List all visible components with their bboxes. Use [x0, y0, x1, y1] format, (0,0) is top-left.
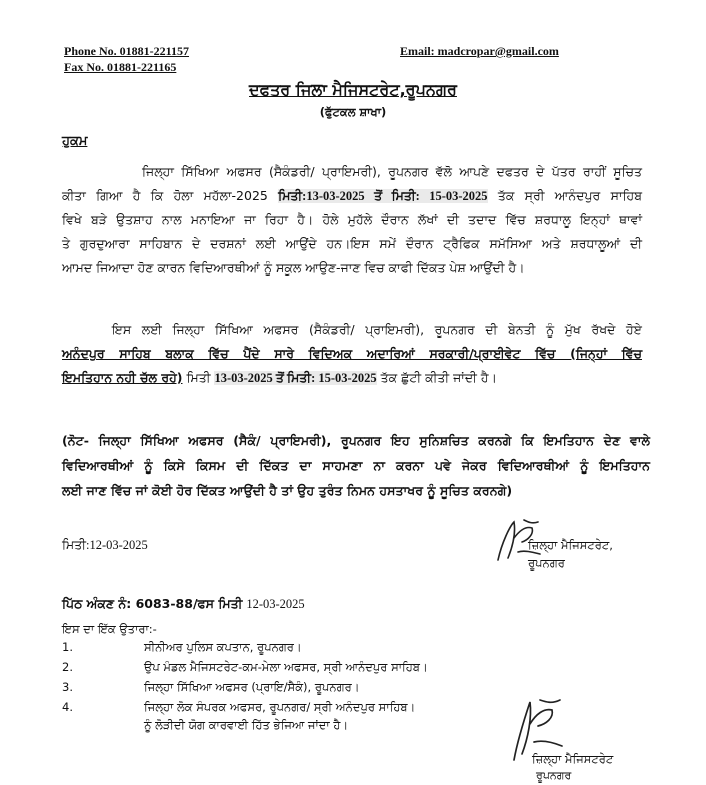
para1-line-3: ਵਿਖੇ ਬੜੇ ਉਤਸ਼ਾਹ ਨਾਲ ਮਨਾਇਆ ਜਾ ਰਿਹਾ ਹੈ। ਹੋਲੇ ਮੁਹੱਲੇ ਦੌਰਾਨ ਲੱਖਾਂ ਦੀ ਤਦਾਦ ਵਿੱਚ ਸ਼ਰਧਾਲੂ ਇਨ੍ਹਾਂ ਥਾਵਾਂ [62, 212, 642, 227]
para2-line-1: ਇਸ ਲਈ ਜਿਲ੍ਹਾ ਸਿੱਖਿਆ ਅਫਸਰ (ਸੈਕੰਡਰੀ/ ਪ੍ਰਾਇਮਰੀ), ਰੂਪਨਗਰ ਦੀ ਬੇਨਤੀ ਨੂੰ ਮੁੱਖ ਰੱਖਦੇ ਹੋਏ [112, 322, 642, 337]
para2-line-2: ਅਨੰਦਪੁਰ ਸਾਹਿਬ ਬਲਾਕ ਵਿੱਚ ਪੈਂਦੇ ਸਾਰੇ ਵਿਦਿਅਕ ਅਦਾਰਿਆਂ ਸਰਕਾਰੀ/ਪ੍ਰਾਈਵੇਟ ਵਿੱਚ (ਜਿਨ੍ਹਾਂ ਵਿੱਚ [62, 346, 642, 361]
signature-2-title: ਜ਼ਿਲ੍ਹਾ ਮੈਜਿਸਟਰੇਟ [532, 752, 614, 766]
note-line-1: (ਨੋਟ- ਜਿਲ੍ਹਾ ਸਿੱਖਿਆ ਅਫਸਰ (ਸੈਕੰ/ ਪ੍ਰਾਇਮਰੀ), ਰੂਪਨਗਰ ਇਹ ਸੁਨਿਸ਼ਚਿਤ ਕਰਨਗੇ ਕਿ ਇਮਤਿਹਾਨ ਦੇਣ ਵਾਲੇ [62, 433, 650, 448]
signature-1-title: ਜ਼ਿਲ੍ਹਾ ਮੈਜਿਸਟਰੇਟ, [528, 538, 613, 552]
endorsement-date: 12-03-2025 [246, 597, 305, 611]
note-paragraph [62, 428, 650, 503]
order-heading: ਹੁਕਮ [62, 134, 88, 149]
copy-item-1: 1. ਸੀਨੀਅਰ ਪੁਲਿਸ ਕਪਤਾਨ, ਰੂਪਨਗਰ। [62, 640, 302, 654]
paragraph-2 [62, 318, 642, 390]
para1-line-4: ਤੇ ਗੁਰਦੁਆਰਾ ਸਾਹਿਬਾਨ ਦੇ ਦਰਸ਼ਨਾਂ ਲਈ ਆਉਂਦੇ ਹਨ।ਇਸ ਸਮੇਂ ਦੌਰਾਨ ਟ੍ਰੈਫਿਕ ਸਮੱਸਿਆ ਅਤੇ ਸ਼ਰਧਾਲੂਆਂ ਦੀ [62, 236, 642, 251]
paragraph-1 [62, 160, 642, 280]
copy-closing: ਨੂੰ ਲੋੜੀਦੀ ਯੋਗ ਕਾਰਵਾਈ ਹਿੱਤ ਭੇਜਿਆ ਜਾਂਦਾ ਹੈ। [144, 718, 349, 732]
endorsement-number: ਪਿੱਠ ਅੰਕਣ ਨੰ: 6083-88/ਫਸ ਮਿਤੀ 12-03-2025 [62, 596, 305, 611]
phone-number: Phone No. 01881-221157 [64, 44, 190, 58]
copy-item-2: 2. ਉਪ ਮੰਡਲ ਮੈਜਿਸਟਰੇਟ-ਕਮ-ਮੇਲਾ ਅਫਸਰ, ਸ੍ਰੀ ਆਨੰਦਪੁਰ ਸਾਹਿਬ। [62, 660, 428, 674]
para1-line-5: ਆਮਦ ਜਿਆਦਾ ਹੋਣ ਕਾਰਨ ਵਿਦਿਆਰਥੀਆਂ ਨੂੰ ਸਕੂਲ ਆਉਣ-ਜਾਣ ਵਿਚ ਕਾਫੀ ਦਿੱਕਤ ਪੇਸ਼ ਆਉਂਦੀ ਹੈ। [62, 260, 525, 275]
note-line-2: ਵਿਦਿਆਰਥੀਆਂ ਨੂੰ ਕਿਸੇ ਕਿਸਮ ਦੀ ਦਿੱਕਤ ਦਾ ਸਾਹਮਣਾ ਨਾ ਕਰਨਾ ਪਵੇ ਜੇਕਰ ਵਿਦਿਆਰਥੀਆਂ ਨੂੰ ਇਮਤਿਹਾਨ [62, 458, 650, 473]
copy-heading: ਇਸ ਦਾ ਇੱਕ ਉਤਾਰਾ:- [62, 622, 157, 636]
office-title: ਦਫਤਰ ਜਿਲਾ ਮੈਜਿਸਟਰੇਟ,ਰੂਪਨਗਰ [249, 80, 457, 99]
note-line-3: ਲਈ ਜਾਣ ਵਿੱਚ ਜਾਂ ਕੋਈ ਹੋਰ ਦਿੱਕਤ ਆਉਂਦੀ ਹੈ ਤਾਂ ਉਹ ਤੁਰੰਤ ਨਿਮਨ ਹਸਤਾਖਰ ਨੂੰ ਸੂਚਿਤ ਕਰਨਗੇ) [62, 483, 513, 498]
order-date: ਮਿਤੀ:12-03-2025 [62, 538, 148, 552]
para1-line-2: ਕੀਤਾ ਗਿਆ ਹੈ ਕਿ ਹੋਲਾ ਮਹੱਲਾ-2025 ਮਿਤੀ:13-03-2025 ਤੋਂ ਮਿਤੀ: 15-03-2025 ਤੱਕ ਸ੍ਰੀ ਆਨੰਦਪੁਰ ਸਾਹਿਬ [62, 188, 643, 203]
signature-2-place: ਰੂਪਨਗਰ [536, 769, 572, 782]
copy-item-3: 3. ਜਿਲ੍ਹਾ ਸਿੱਖਿਆ ਅਫਸਰ (ਪ੍ਰਾਇ/ਸੈਕੰ), ਰੂਪਨਗਰ। [62, 680, 360, 694]
email-address: Email: madcropar@gmail.com [400, 44, 559, 58]
fax-number: Fax No. 01881-221165 [64, 60, 177, 74]
signature-1-place: ਰੂਪਨਗਰ [528, 556, 565, 570]
branch-title: (ਫੁੱਟਕਲ ਸ਼ਾਖਾ) [319, 105, 387, 119]
copy-item-4: 4. ਜਿਲ੍ਹਾ ਲੋਕ ਸੰਪਰਕ ਅਫਸਰ, ਰੂਪਨਗਰ/ ਸ੍ਰੀ ਅਨੰਦਪੁਰ ਸਾਹਿਬ। [62, 700, 416, 714]
para1-line-1: ਜਿਲ੍ਹਾ ਸਿੱਖਿਆ ਅਫਸਰ (ਸੈਕੰਡਰੀ/ ਪ੍ਰਾਇਮਰੀ), ਰੂਪਨਗਰ ਵੱਲੋ ਆਪਣੇ ਦਫਤਰ ਦੇ ਪੱਤਰ ਰਾਹੀਂ ਸੂਚਿਤ [142, 164, 642, 179]
festival-dates: ਮਿਤੀ:13-03-2025 ਤੋਂ ਮਿਤੀ: 15-03-2025 [278, 189, 488, 203]
holiday-dates: 13-03-2025 ਤੋਂ ਮਿਤੀ: 15-03-2025 [214, 371, 377, 385]
para2-line-3: ਇਮਤਿਹਾਨ ਨਹੀ ਚੱਲ ਰਹੇ) ਮਿਤੀ 13-03-2025 ਤੋਂ ਮਿਤੀ: 15-03-2025 ਤੱਕ ਛੁੱਟੀ ਕੀਤੀ ਜਾਂਦੀ ਹੈ। [62, 370, 497, 385]
